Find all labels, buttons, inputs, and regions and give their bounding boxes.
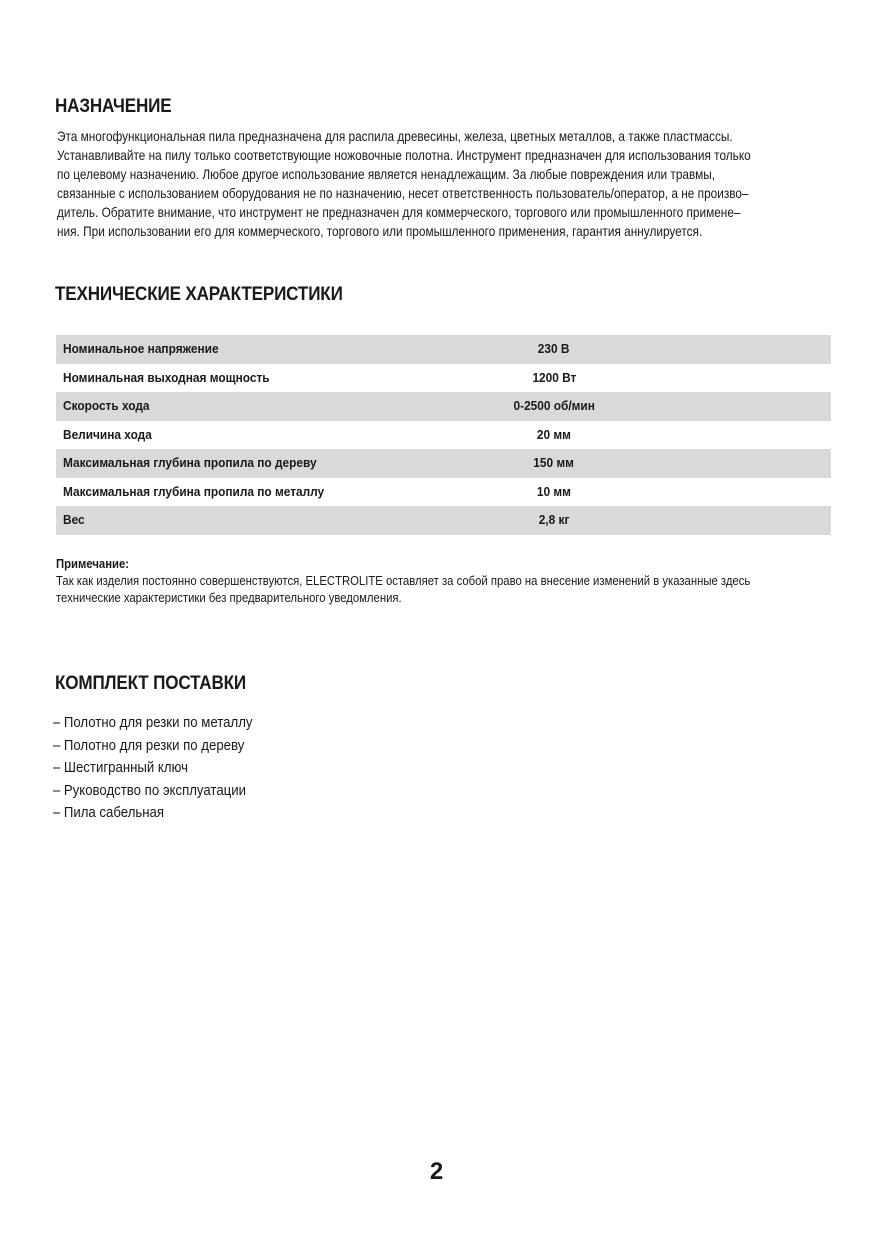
kit-list <box>53 712 253 825</box>
spec-row-metal-depth <box>56 478 831 507</box>
spec-label: Максимальная глубина пропила по дереву <box>63 455 317 470</box>
spec-value-text: 230 В <box>538 341 570 356</box>
spec-label: Номинальная выходная мощность <box>63 369 270 385</box>
kit-item <box>53 712 253 735</box>
spec-label: Номинальное напряжение <box>63 341 219 356</box>
spec-row-voltage <box>56 335 831 364</box>
spec-row-weight <box>56 506 831 535</box>
spec-label: Вес <box>63 512 85 527</box>
spec-value-text: 10 мм <box>536 483 572 499</box>
kit-item-label: Полотно для резки по дереву <box>63 736 245 754</box>
note-title: Примечание: <box>56 556 130 571</box>
dash-bullet: – <box>53 781 61 799</box>
kit-item <box>53 757 253 780</box>
kit-item <box>53 735 253 758</box>
dash-bullet: – <box>53 736 61 754</box>
kit-item-label: Шестигранный ключ <box>63 759 189 776</box>
spec-value-text: 2,8 кг <box>538 512 570 527</box>
kit-heading: КОМПЛЕКТ ПОСТАВКИ <box>55 673 246 694</box>
purpose-line: ния. При использовании его для коммерческого, торгового или промышленного применения, гарантия аннулируется. <box>57 224 703 239</box>
purpose-paragraph <box>57 127 823 241</box>
spec-value-text: 1200 Вт <box>532 369 576 385</box>
specs-note <box>56 556 839 606</box>
spec-label: Величина хода <box>63 426 152 442</box>
purpose-line: дитель. Обратите внимание, что инструмент не предназначен для коммерческого, торгового или промышленного примене– <box>57 205 741 220</box>
spec-value-text: 150 мм <box>533 455 575 470</box>
purpose-heading: НАЗНАЧЕНИЕ <box>55 96 172 117</box>
kit-item <box>53 780 253 803</box>
purpose-line: по целевому назначению. Любое другое использование является ненадлежащим. За любые повреждения или травмы, <box>57 167 716 182</box>
spec-value-text: 20 мм <box>536 426 572 442</box>
purpose-line: Устанавливайте на пилу только соответствующие ножовочные полотна. Инструмент предназначен для использования только <box>57 148 751 163</box>
note-line: Так как изделия постоянно совершенствуются, ELECTROLITE оставляет за собой право на внесение изменений в указанные здесь <box>56 573 751 588</box>
spec-row-wood-depth <box>56 449 831 478</box>
spec-row-stroke-rate <box>56 392 831 421</box>
dash-bullet: – <box>53 804 61 821</box>
kit-item-label: Пила сабельная <box>63 804 165 821</box>
spec-label: Максимальная глубина пропила по металлу <box>63 483 325 499</box>
spec-row-power <box>56 364 831 393</box>
purpose-line: связанные с использованием оборудования не по назначению, несет ответственность пользователь/оператор, а не произво– <box>57 186 749 201</box>
specs-table <box>56 335 831 535</box>
purpose-line: Эта многофункциональная пила предназначена для распила древесины, железа, цветных металлов, а также пластмассы. <box>57 129 733 144</box>
dash-bullet: – <box>53 714 61 731</box>
dash-bullet: – <box>53 759 61 776</box>
kit-item <box>53 802 253 825</box>
specs-heading: ТЕХНИЧЕСКИЕ ХАРАКТЕРИСТИКИ <box>55 284 343 305</box>
page-number: 2 <box>429 1158 444 1185</box>
spec-row-stroke-length <box>56 421 831 450</box>
note-line: технические характеристики без предварительного уведомления. <box>56 590 402 605</box>
spec-label: Скорость хода <box>63 398 150 413</box>
kit-item-label: Полотно для резки по металлу <box>63 714 253 731</box>
spec-value-text: 0-2500 об/мин <box>513 398 595 413</box>
kit-item-label: Руководство по эксплуатации <box>63 781 246 799</box>
